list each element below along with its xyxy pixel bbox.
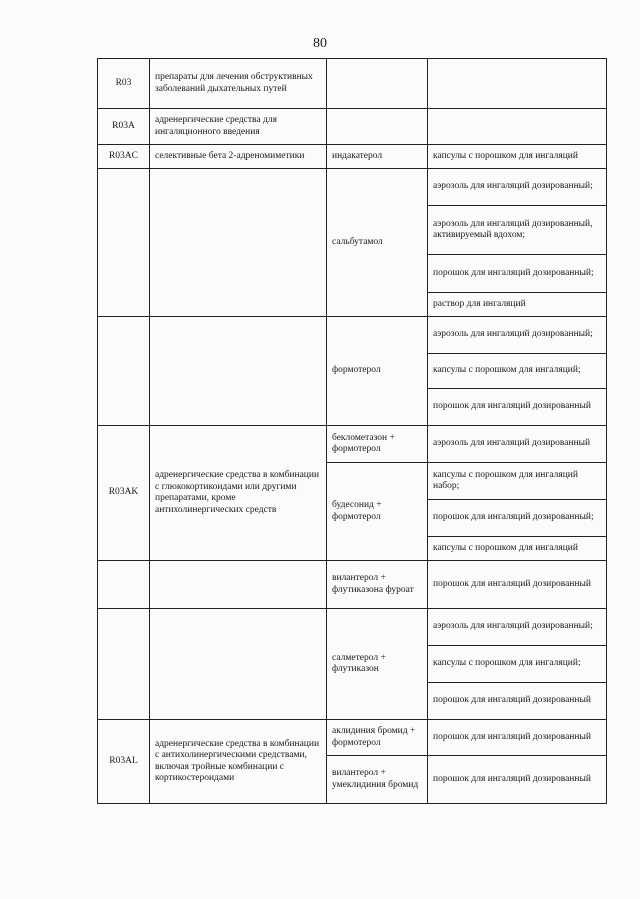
- dosage-form: порошок для ингаляций дозированный: [428, 389, 607, 426]
- atc-code: R03AL: [98, 720, 150, 804]
- drug-name: сальбутамол: [327, 169, 428, 317]
- table-row: [98, 561, 607, 609]
- dosage-form: порошок для ингаляций дозированный;: [428, 500, 607, 537]
- atc-code: [98, 561, 150, 609]
- drug-name: будесонид + формотерол: [327, 463, 428, 561]
- dosage-form: порошок для ингаляций дозированный: [428, 756, 607, 804]
- dosage-form: раствор для ингаляций: [428, 293, 607, 317]
- drug-name: формотерол: [327, 317, 428, 426]
- atc-code: [98, 609, 150, 720]
- dosage-form: капсулы с порошком для ингаляций: [428, 145, 607, 169]
- table-row: [98, 109, 607, 145]
- atc-code: R03AC: [98, 145, 150, 169]
- atc-code: [98, 169, 150, 317]
- table-row: [98, 720, 607, 756]
- drug-name: аклидиния бромид + формотерол: [327, 720, 428, 756]
- dosage-form: аэрозоль для ингаляций дозированный;: [428, 169, 607, 206]
- pharmacological-group: [150, 169, 327, 317]
- pharmacological-group: [150, 609, 327, 720]
- atc-code: [98, 317, 150, 426]
- dosage-form: порошок для ингаляций дозированный: [428, 561, 607, 609]
- drug-name: беклометазон + формотерол: [327, 426, 428, 463]
- table-row: [98, 59, 607, 109]
- dosage-form: аэрозоль для ингаляций дозированный;: [428, 317, 607, 354]
- page-number: 80: [313, 36, 327, 51]
- dosage-form: порошок для ингаляций дозированный;: [428, 255, 607, 293]
- table-row: [98, 609, 607, 646]
- pharmacological-group: селективные бета 2-адреномиметики: [150, 145, 327, 169]
- dosage-form: аэрозоль для ингаляций дозированный: [428, 426, 607, 463]
- dosage-form: порошок для ингаляций дозированный: [428, 683, 607, 720]
- drug-name: салметерол + флутиказон: [327, 609, 428, 720]
- dosage-form: аэрозоль для ингаляций дозированный;: [428, 609, 607, 646]
- atc-code: R03: [98, 59, 150, 109]
- dosage-form: капсулы с порошком для ингаляций набор;: [428, 463, 607, 500]
- table-row: [98, 317, 607, 354]
- table-row: [98, 426, 607, 463]
- atc-code: R03A: [98, 109, 150, 145]
- drug-name: вилантерол + флутиказона фуроат: [327, 561, 428, 609]
- drug-name: вилантерол + умеклидиния бромид: [327, 756, 428, 804]
- pharmacological-group: препараты для лечения обструктивных заболеваний дыхательных путей: [150, 59, 327, 109]
- table-row: [98, 145, 607, 169]
- table-row: [98, 169, 607, 206]
- dosage-form: [428, 59, 607, 109]
- pharmacological-group: адренергические средства для ингаляционного введения: [150, 109, 327, 145]
- atc-code: R03AK: [98, 426, 150, 561]
- dosage-form: капсулы с порошком для ингаляций;: [428, 354, 607, 389]
- dosage-form: аэрозоль для ингаляций дозированный, активируемый вдохом;: [428, 206, 607, 255]
- pharmacological-group: адренергические средства в комбинации с глюкокортикоидами или другими препаратами, кроме антихолинергических средств: [150, 426, 327, 561]
- pharmacological-group: адренергические средства в комбинации с антихолинергическими средствами, включая тройные комбинации с кортикостероидами: [150, 720, 327, 804]
- dosage-form: [428, 109, 607, 145]
- drug-name: [327, 59, 428, 109]
- dosage-form: капсулы с порошком для ингаляций: [428, 537, 607, 561]
- atc-drug-table: [97, 58, 607, 804]
- drug-name: [327, 109, 428, 145]
- pharmacological-group: [150, 317, 327, 426]
- dosage-form: капсулы с порошком для ингаляций;: [428, 646, 607, 683]
- pharmacological-group: [150, 561, 327, 609]
- dosage-form: порошок для ингаляций дозированный: [428, 720, 607, 756]
- drug-name: индакатерол: [327, 145, 428, 169]
